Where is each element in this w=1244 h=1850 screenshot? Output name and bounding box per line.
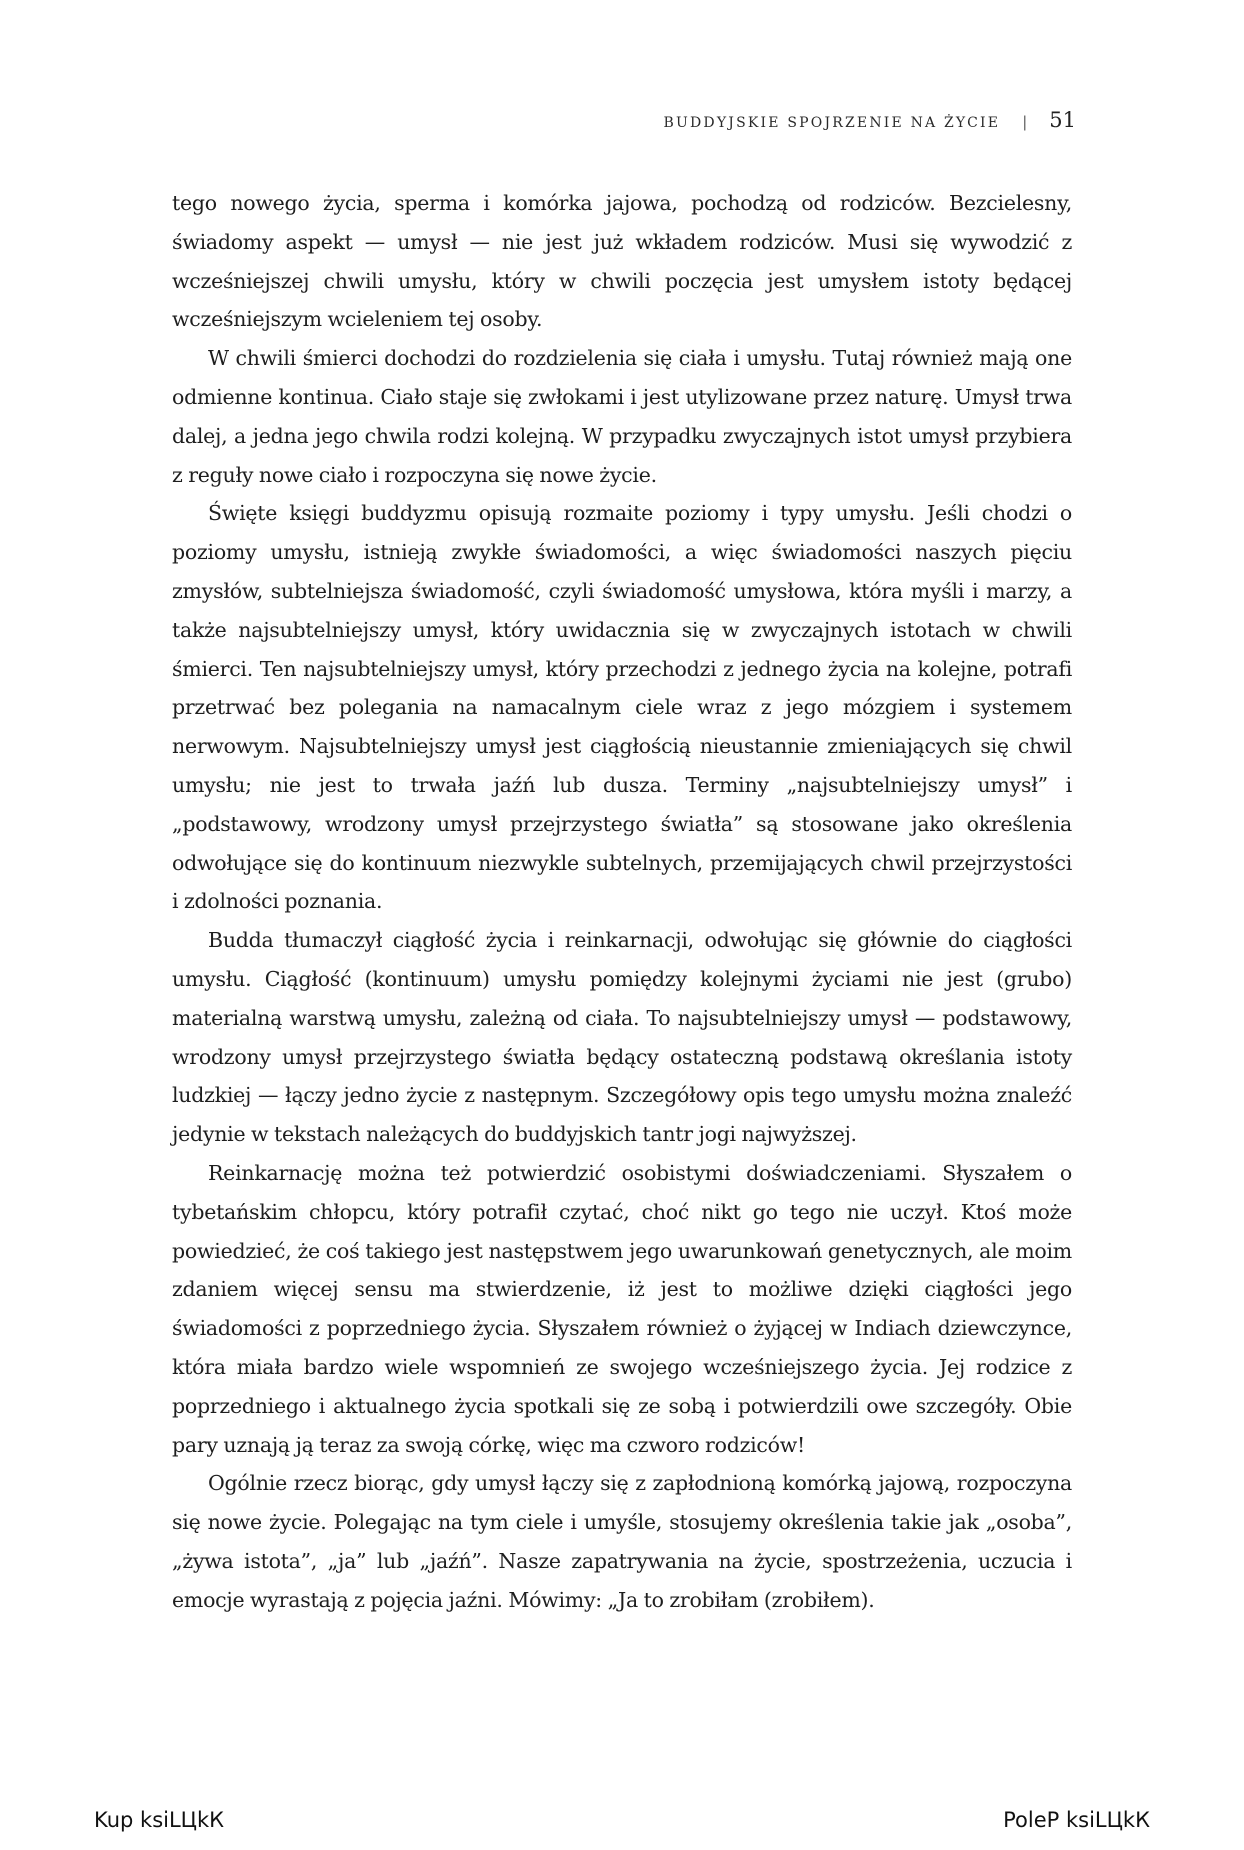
body-text bbox=[172, 184, 1072, 1619]
page-number: 51 bbox=[1049, 108, 1076, 132]
buy-book-link[interactable]: Kup ksiLЦkК bbox=[94, 1808, 225, 1832]
header-separator: | bbox=[1022, 113, 1028, 131]
paragraph-5: Reinkarnację można też potwierdzić osobistymi doświadczeniami. Słyszałem o tybetańskim chłopcu, który potrafił czytać, choć nikt go tego nie uczył. Ktoś może powiedzieć, że coś takiego jest następstwem jego uwarunkowań genetycznych, ale moim zdaniem więcej sensu ma stwierdzenie, iż jest to możliwe dzięki ciągłości jego świadomości z poprzedniego życia. Słyszałem również o żyjącej w Indiach dziewczynce, która miała bardzo wiele wspomnień ze swojego wcześniejszego życia. Jej rodzice z poprzedniego i aktualnego życia spotkali się ze sobą i potwierdzili owe szczegóły. Obie pary uznają ją teraz za swoją córkę, więc ma czworo rodziców! bbox=[172, 1160, 1072, 1457]
page-footer bbox=[0, 1792, 1244, 1832]
paragraph-6: Ogólnie rzecz biorąc, gdy umysł łączy się z zapłodnioną komórką jajową, rozpoczyna się nowe życie. Polegając na tym ciele i umyśle, stosujemy określenia takie jak „osoba”, „żywa istota”, „ja” lub „jaźń”. Nasze zapatrywania na życie, spostrzeżenia, uczucia i emocje wyrastają z pojęcia jaźni. Mówimy: „Ja to zrobiłam (zrobiłem). bbox=[172, 1471, 1072, 1612]
running-title: BUDDYJSKIE SPOJRZENIE NA ŻYCIE bbox=[663, 115, 1001, 131]
paragraph-1: tego nowego życia, sperma i komórka jajowa, pochodzą od rodziców. Bezcielesny, świadomy aspekt — umysł — nie jest już wkładem rodziców. Musi się wywodzić z wcześniejszej chwili umysłu, który w chwili poczęcia jest umysłem istoty będącej wcześniejszym wcieleniem tej osoby. bbox=[172, 191, 1072, 332]
paragraph-3: Święte księgi buddyzmu opisują rozmaite poziomy i typy umysłu. Jeśli chodzi o poziomy umysłu, istnieją zwykłe świadomości, a więc świadomości naszych pięciu zmysłów, subtelniejsza świadomość, czyli świadomość umysłowa, która myśli i marzy, a także najsubtelniejszy umysł, który uwidacznia się w zwyczajnych istotach w chwili śmierci. Ten najsubtelniejszy umysł, który przechodzi z jednego życia na kolejne, potrafi przetrwać bez polegania na namacalnym ciele wraz z jego mózgiem i systemem nerwowym. Najsubtelniejszy umysł jest ciągłością nieustannie zmieniających się chwil umysłu; nie jest to trwała jaźń lub dusza. Terminy „najsubtelniejszy umysł” i „podstawowy, wrodzony umysł przejrzystego światła” są stosowane jako określenia odwołujące się do kontinuum niezwykle subtelnych, przemijających chwil przejrzystości i zdolności poznania. bbox=[172, 501, 1072, 914]
recommend-book-link[interactable]: PoleР ksiLЦkК bbox=[1003, 1808, 1150, 1832]
paragraph-4: Budda tłumaczył ciągłość życia i reinkarnacji, odwołując się głównie do ciągłości umysłu. Ciągłość (kontinuum) umysłu pomiędzy kolejnymi życiami nie jest (grubo) materialną warstwą umysłu, zależną od ciała. To najsubtelniejszy umysł — podstawowy, wrodzony umysł przejrzystego światła będący ostateczną podstawą określania istoty ludzkiej — łączy jedno życie z następnym. Szczegółowy opis tego umysłu można znaleźć jedynie w tekstach należących do buddyjskich tantr jogi najwyższej. bbox=[172, 928, 1072, 1147]
running-header bbox=[664, 108, 1076, 136]
paragraph-2: W chwili śmierci dochodzi do rozdzielenia się ciała i umysłu. Tutaj również mają one odmienne kontinua. Ciało staje się zwłokami i jest utylizowane przez naturę. Umysł trwa dalej, a jedna jego chwila rodzi kolejną. W przypadku zwyczajnych istot umysł przybiera z reguły nowe ciało i rozpoczyna się nowe życie. bbox=[172, 346, 1072, 487]
